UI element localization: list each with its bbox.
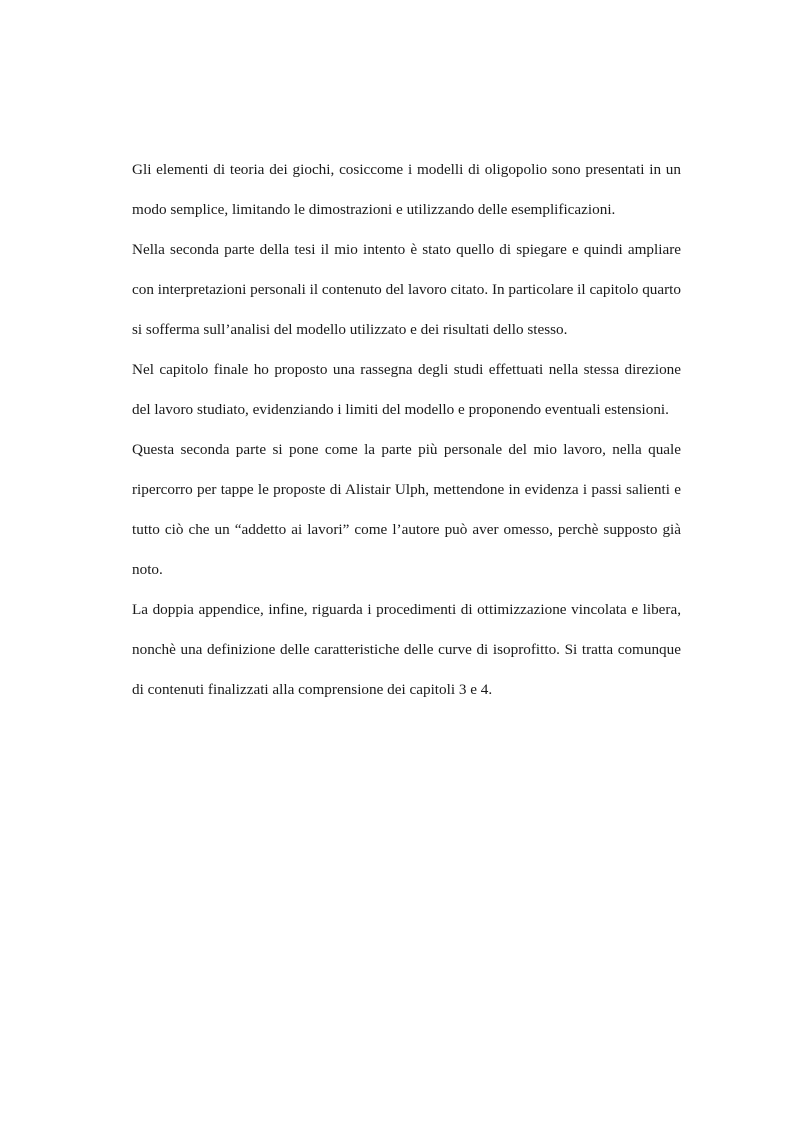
- paragraph-4: Questa seconda parte si pone come la parte più personale del mio lavoro, nella quale ripercorro per tappe le proposte di Alistair Ulph, mettendone in evidenza i passi salienti e tutto ciò che un “addetto ai lavori” come l’autore può aver omesso, perchè supposto già noto.: [132, 441, 681, 578]
- paragraph-5: La doppia appendice, infine, riguarda i procedimenti di ottimizzazione vincolata e libera, nonchè una definizione delle caratteristiche delle curve di isoprofitto. Si tratta comunque di contenuti finalizzati alla comprensione dei capitoli 3 e 4.: [132, 601, 681, 698]
- paragraph-2: Nella seconda parte della tesi il mio intento è stato quello di spiegare e quindi ampliare con interpretazioni personali il contenuto del lavoro citato. In particolare il capitolo quarto si sofferma sull’analisi del modello utilizzato e dei risultati dello stesso.: [132, 241, 681, 338]
- paragraph-3: Nel capitolo finale ho proposto una rassegna degli studi effettuati nella stessa direzione del lavoro studiato, evidenziando i limiti del modello e proponendo eventuali estensioni.: [132, 361, 681, 418]
- paragraph-1: Gli elementi di teoria dei giochi, cosiccome i modelli di oligopolio sono presentati in un modo semplice, limitando le dimostrazioni e utilizzando delle esemplificazioni.: [132, 161, 681, 218]
- body-text: [132, 150, 681, 710]
